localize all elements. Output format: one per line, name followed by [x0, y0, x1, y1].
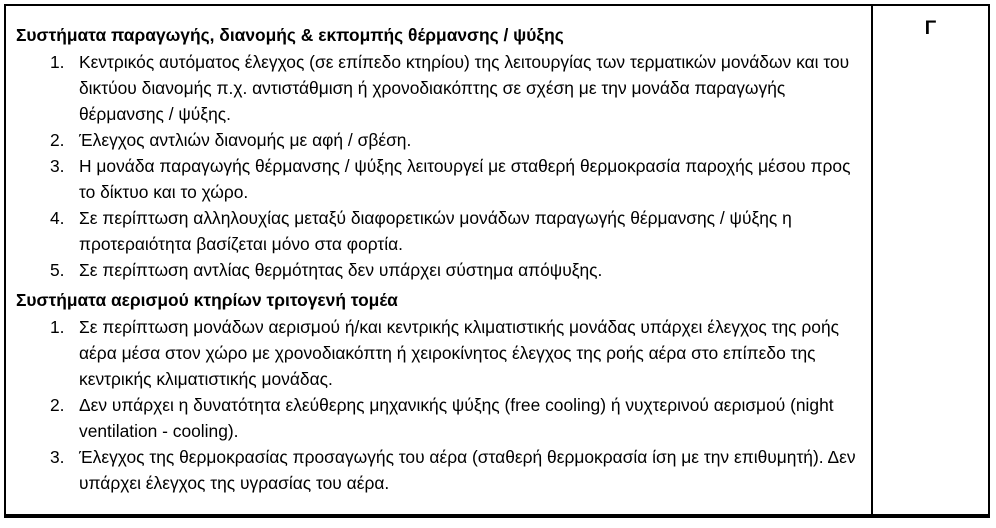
list-item: [16, 153, 856, 205]
list-item: [16, 205, 856, 257]
item-number: 1.: [50, 52, 65, 72]
requirements-list: [16, 314, 856, 496]
list-item: [16, 314, 856, 392]
item-number: 2.: [50, 130, 65, 150]
list-item: [16, 49, 856, 127]
requirements-list: [16, 49, 856, 283]
section-heading: Συστήματα παραγωγής, διανομής & εκπομπής θέρμανσης / ψύξης: [16, 25, 564, 45]
item-number: 5.: [50, 260, 65, 280]
item-text: Έλεγχος της θερμοκρασίας προσαγωγής του αέρα (σταθερή θερμοκρασία ίση με την επιθυμητή). Δεν υπάρχει έλεγχος της υγρασίας του αέρα.: [79, 447, 856, 493]
requirements-table: [4, 4, 990, 518]
list-item: [16, 127, 856, 153]
item-text: Η μονάδα παραγωγής θέρμανσης / ψύξης λειτουργεί με σταθερή θερμοκρασία παροχής μέσου προς το δίκτυο και το χώρο.: [79, 156, 851, 202]
list-item: [16, 444, 856, 496]
column-divider: [871, 6, 873, 514]
item-number: 1.: [50, 317, 65, 337]
energy-class-label: Γ: [924, 18, 937, 39]
item-number: 2.: [50, 395, 65, 415]
item-text: Δεν υπάρχει η δυνατότητα ελεύθερης μηχανικής ψύξης (free cooling) ή νυχτερινού αερισμού (night ventilation - cooling).: [79, 395, 834, 441]
section-ventilation: [16, 287, 856, 496]
item-text: Έλεγχος αντλιών διανομής με αφή / σβέση.: [79, 130, 412, 150]
item-text: Σε περίπτωση αλληλουχίας μεταξύ διαφορετικών μονάδων παραγωγής θέρμανσης / ψύξης η προτεραιότητα βασίζεται μόνο στα φορτία.: [79, 208, 792, 254]
item-number: 3.: [50, 447, 65, 467]
item-number: 4.: [50, 208, 65, 228]
list-item: [16, 392, 856, 444]
requirements-cell: [16, 22, 856, 500]
item-text: Σε περίπτωση αντλίας θερμότητας δεν υπάρχει σύστημα απόψυξης.: [79, 260, 603, 280]
section-heating-cooling: [16, 22, 856, 283]
list-item: [16, 257, 856, 283]
section-heading: Συστήματα αερισμού κτηρίων τριτογενή τομέα: [16, 290, 398, 310]
item-number: 3.: [50, 156, 65, 176]
item-text: Κεντρικός αυτόματος έλεγχος (σε επίπεδο κτηρίου) της λειτουργίας των τερματικών μονάδων και του δικτύου διανομής π.χ. αντιστάθμιση ή χρονοδιακόπτης σε σχέση με την μονάδα παραγωγής θέρμανσης / ψύξης.: [79, 52, 850, 124]
item-text: Σε περίπτωση μονάδων αερισμού ή/και κεντρικής κλιματιστικής μονάδας υπάρχει έλεγχος της ροής αέρα μέσα στον χώρο με χρονοδιακόπτη ή χειροκίνητος έλεγχος της ροής αέρα στο επίπεδο της κεντρικής κλιματιστικής μονάδας.: [79, 317, 840, 389]
